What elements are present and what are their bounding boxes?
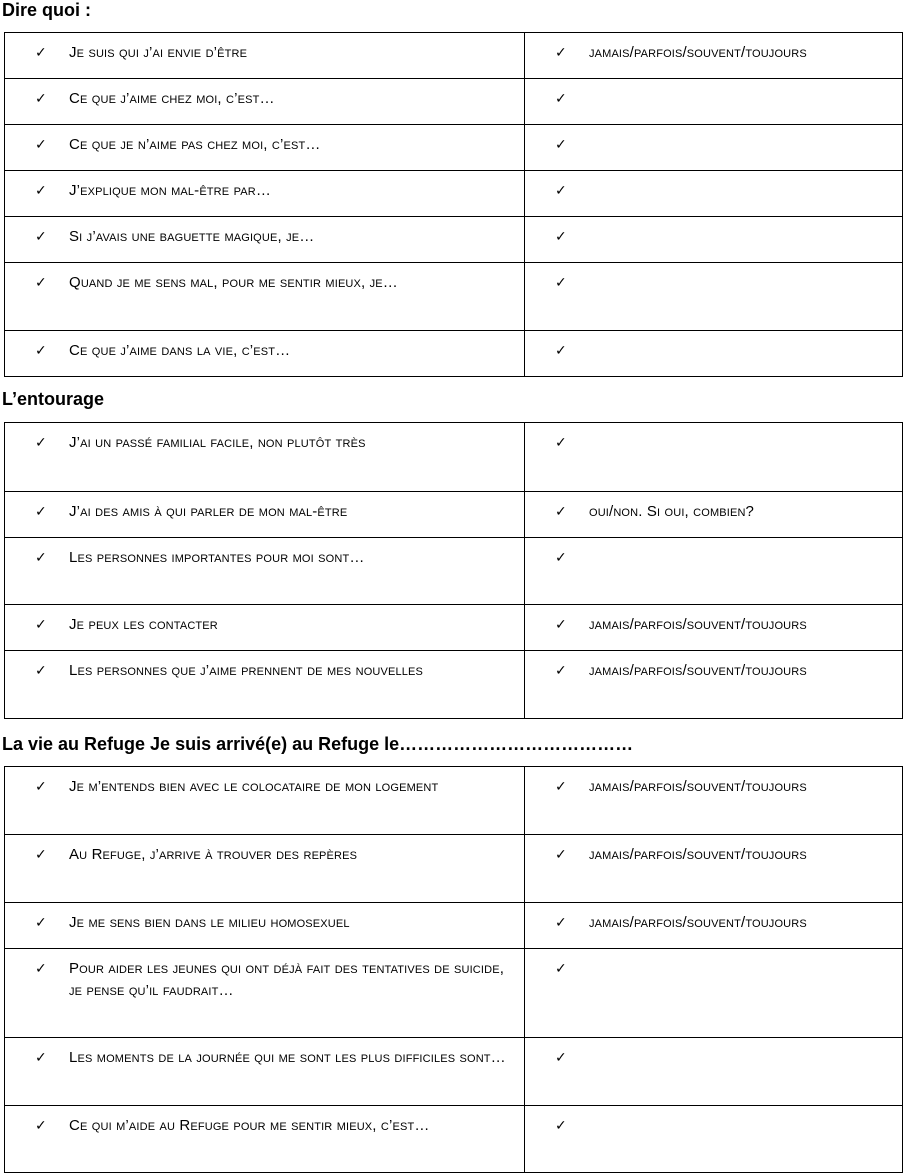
table-row [5,767,903,835]
checkmark-icon: ✓ [35,779,47,795]
answer-text: jamais/parfois/souvent/toujours [589,662,807,679]
checkmark-icon: ✓ [35,91,47,107]
question-text: Les personnes importantes pour moi sont… [69,549,365,566]
answer-cell [525,423,903,492]
answer-cell [525,79,903,125]
checkmark-icon: ✓ [35,504,47,520]
section-heading-dire-quoi: Dire quoi : [2,0,91,20]
checkmark-icon: ✓ [35,663,47,679]
table-row [5,217,903,263]
answer-cell [525,217,903,263]
checkmark-icon: ✓ [555,45,567,61]
checkmark-icon: ✓ [555,779,567,795]
checkmark-icon: ✓ [555,504,567,520]
section-heading-vie-au-refuge: La vie au Refuge Je suis arrivé(e) au Refuge le………………………………… [2,734,634,754]
table-row [5,125,903,171]
checkmark-icon: ✓ [35,435,47,451]
question-text: Ce que j’aime chez moi, c’est… [69,90,275,107]
table-row [5,423,903,492]
checkmark-icon: ✓ [35,229,47,245]
checkmark-icon: ✓ [35,550,47,566]
table-row [5,1038,903,1106]
table-row [5,651,903,719]
table-row [5,605,903,651]
table-row [5,903,903,949]
checkmark-icon: ✓ [555,550,567,566]
checkmark-icon: ✓ [555,1050,567,1066]
question-text: Quand je me sens mal, pour me sentir mieux, je… [69,274,398,291]
question-text: Si j’avais une baguette magique, je… [69,228,315,245]
answer-cell [525,171,903,217]
table-row [5,949,903,1038]
question-text: Je m’entends bien avec le colocataire de mon logement [69,778,439,795]
question-text: Pour aider les jeunes qui ont déjà fait des tentatives de suicide, je pense qu’il faudrait… [69,960,505,999]
question-cell [5,605,525,651]
checkmark-icon: ✓ [555,1118,567,1134]
question-cell [5,331,525,377]
answer-cell [525,767,903,835]
answer-cell [525,835,903,903]
table-row [5,492,903,538]
answer-cell [525,331,903,377]
question-cell [5,1038,525,1106]
question-text: Les moments de la journée qui me sont les plus difficiles sont… [69,1049,506,1066]
answer-cell [525,1038,903,1106]
checkmark-icon: ✓ [35,183,47,199]
checkmark-icon: ✓ [35,847,47,863]
answer-cell [525,33,903,79]
question-text: Au Refuge, j’arrive à trouver des repères [69,846,358,863]
answer-text: jamais/parfois/souvent/toujours [589,616,807,633]
answer-cell [525,949,903,1038]
checkmark-icon: ✓ [35,343,47,359]
table-row [5,171,903,217]
question-cell [5,171,525,217]
question-text: Les personnes que j’aime prennent de mes nouvelles [69,662,423,679]
question-cell [5,538,525,605]
checkmark-icon: ✓ [35,137,47,153]
questionnaire-table-dire-quoi [4,32,903,377]
checkmark-icon: ✓ [555,847,567,863]
checkmark-icon: ✓ [35,1118,47,1134]
table-row [5,79,903,125]
question-text: J’explique mon mal-être par… [69,182,271,199]
question-cell [5,767,525,835]
answer-cell [525,651,903,719]
checkmark-icon: ✓ [35,1050,47,1066]
checkmark-icon: ✓ [555,229,567,245]
questionnaire-table-vie-au-refuge [4,766,903,1173]
checkmark-icon: ✓ [555,663,567,679]
question-text: Ce qui m’aide au Refuge pour me sentir mieux, c’est… [69,1117,430,1134]
question-cell [5,949,525,1038]
question-text: Je me sens bien dans le milieu homosexuel [69,914,350,931]
answer-text: jamais/parfois/souvent/toujours [589,44,807,61]
checkmark-icon: ✓ [35,45,47,61]
section-heading-entourage: L’entourage [2,389,105,409]
questionnaire-table-entourage [4,422,903,719]
question-text: Je peux les contacter [69,616,218,633]
checkmark-icon: ✓ [35,961,47,977]
checkmark-icon: ✓ [555,275,567,291]
question-cell [5,423,525,492]
question-cell [5,79,525,125]
question-cell [5,125,525,171]
answer-cell [525,903,903,949]
question-text: J’ai des amis à qui parler de mon mal-être [69,503,348,520]
question-cell [5,33,525,79]
answer-text: oui/non. Si oui, combien? [589,503,755,520]
answer-cell [525,605,903,651]
checkmark-icon: ✓ [555,343,567,359]
table-row [5,1106,903,1173]
question-text: Ce que j’aime dans la vie, c’est… [69,342,291,359]
checkmark-icon: ✓ [555,617,567,633]
table-row [5,33,903,79]
answer-text: jamais/parfois/souvent/toujours [589,778,807,795]
question-cell [5,651,525,719]
question-text: Ce que je n’aime pas chez moi, c’est… [69,136,321,153]
checkmark-icon: ✓ [35,275,47,291]
checkmark-icon: ✓ [555,183,567,199]
answer-cell [525,492,903,538]
answer-cell [525,538,903,605]
table-row [5,263,903,331]
question-cell [5,263,525,331]
checkmark-icon: ✓ [555,91,567,107]
checkmark-icon: ✓ [35,915,47,931]
answer-cell [525,125,903,171]
question-cell [5,217,525,263]
answer-cell [525,263,903,331]
checkmark-icon: ✓ [35,617,47,633]
question-cell [5,903,525,949]
question-text: J’ai un passé familial facile, non plutôt très [69,434,366,451]
checkmark-icon: ✓ [555,435,567,451]
table-row [5,538,903,605]
table-row [5,331,903,377]
question-cell [5,835,525,903]
checkmark-icon: ✓ [555,915,567,931]
answer-cell [525,1106,903,1173]
table-row [5,835,903,903]
question-cell [5,492,525,538]
answer-text: jamais/parfois/souvent/toujours [589,846,807,863]
question-text: Je suis qui j’ai envie d’être [69,44,248,61]
question-cell [5,1106,525,1173]
checkmark-icon: ✓ [555,961,567,977]
answer-text: jamais/parfois/souvent/toujours [589,914,807,931]
checkmark-icon: ✓ [555,137,567,153]
